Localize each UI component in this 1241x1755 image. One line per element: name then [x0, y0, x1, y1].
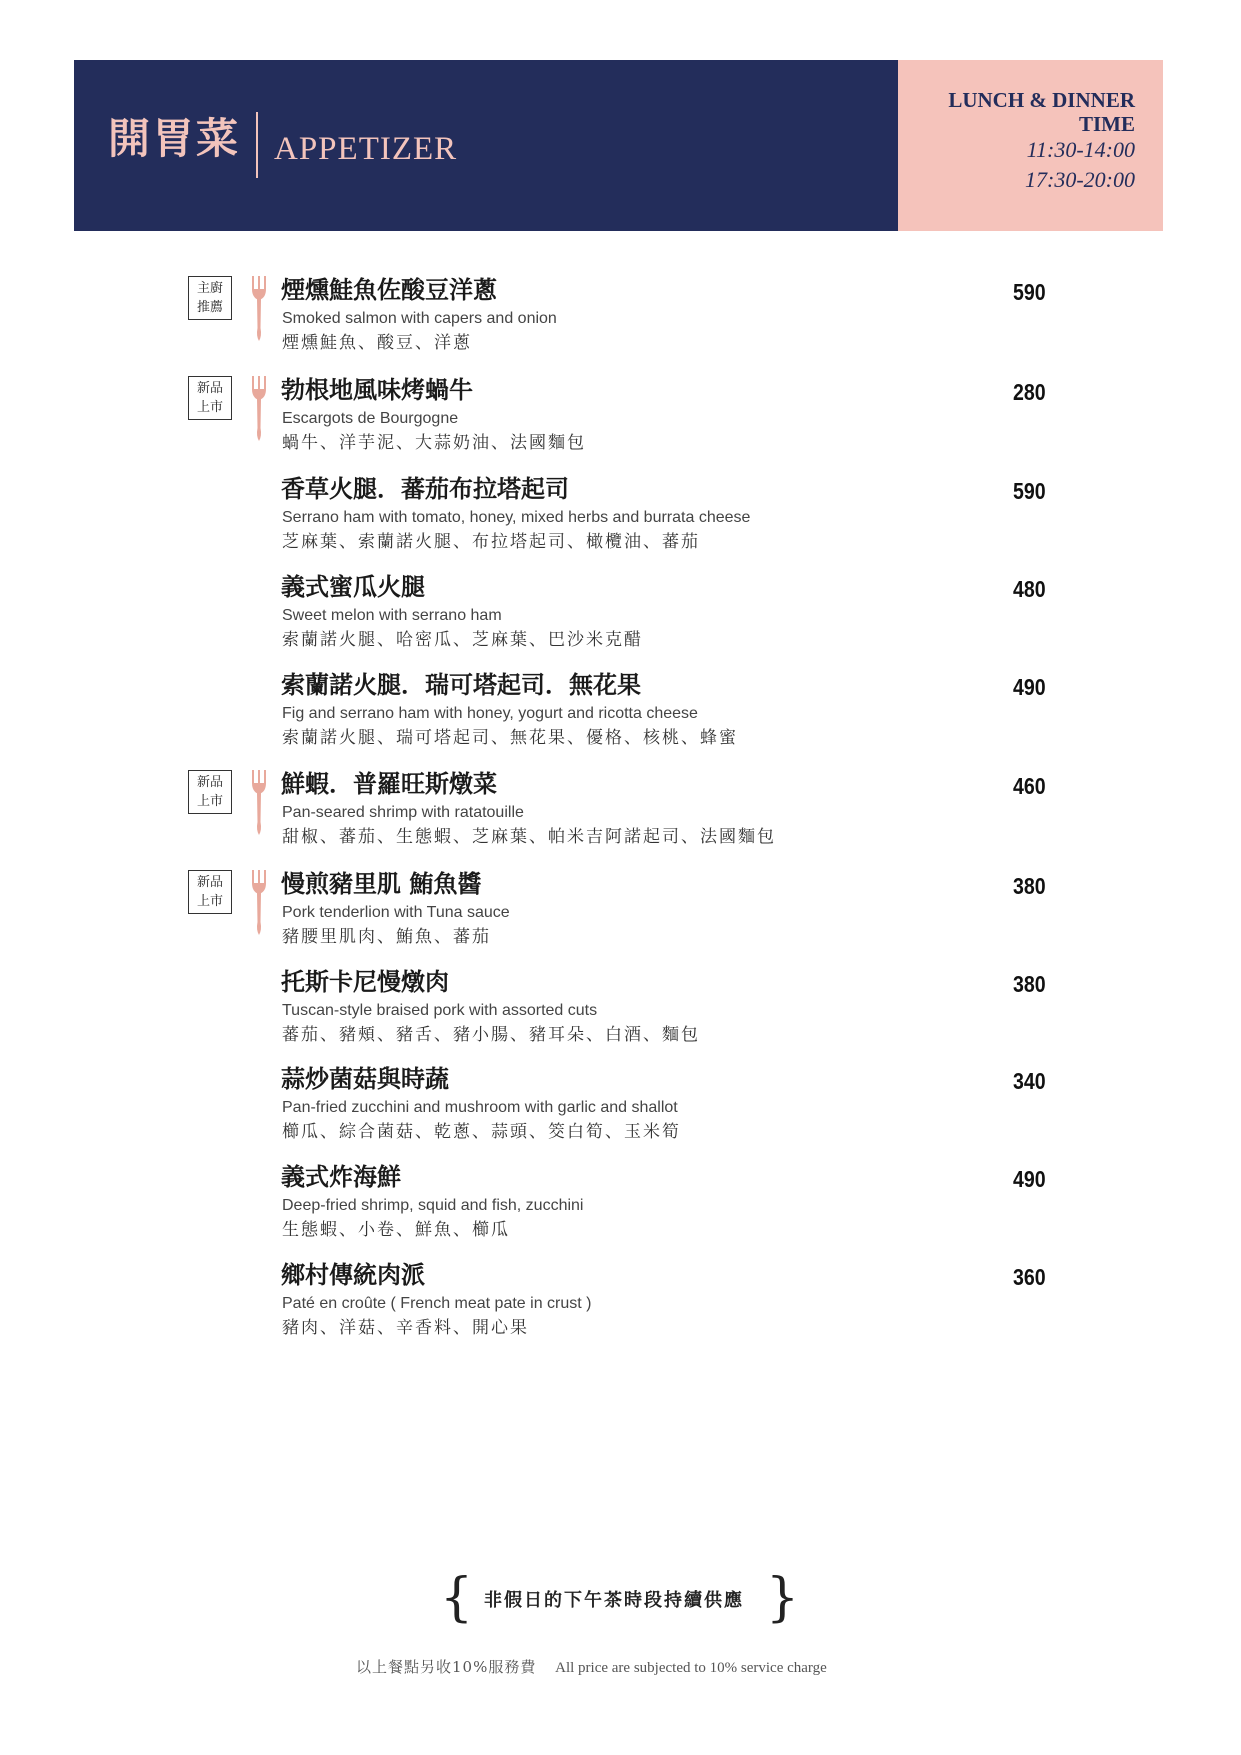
item-name: 鄉村傳統肉派	[281, 1260, 425, 1289]
item-price: 590	[1013, 478, 1046, 504]
fork-icon	[249, 870, 269, 936]
badge-line: 新品	[196, 381, 223, 396]
item-badge	[188, 770, 232, 814]
item-name: 勃根地風味烤蝸牛	[281, 375, 473, 404]
menu-item	[0, 870, 1241, 966]
section-title-zh: 開胃菜	[108, 114, 241, 163]
menu-item	[0, 376, 1241, 472]
item-ingredients: 芝麻葉、索蘭諾火腿、布拉塔起司、橄欖油、蕃茄	[282, 532, 700, 552]
item-ingredients: 蝸牛、洋芋泥、大蒜奶油、法國麵包	[282, 433, 586, 453]
menu-item	[0, 671, 1241, 767]
item-price: 490	[1013, 674, 1046, 700]
section-title-en: APPETIZER	[274, 131, 458, 167]
item-name: 義式炸海鮮	[281, 1162, 401, 1191]
item-ingredients: 蕃茄、豬頰、豬舌、豬小腸、豬耳朵、白酒、麵包	[282, 1025, 700, 1045]
menu-item	[0, 770, 1241, 866]
item-english-name: Serrano ham with tomato, honey, mixed herbs and burrata cheese	[282, 509, 751, 526]
afternoon-tea-note	[0, 1568, 1241, 1638]
item-english-name: Fig and serrano ham with honey, yogurt and ricotta cheese	[282, 705, 698, 722]
item-name: 慢煎豬里肌 鮪魚醬	[281, 869, 482, 898]
item-ingredients: 櫛瓜、綜合菌菇、乾蔥、蒜頭、筊白筍、玉米筍	[282, 1122, 681, 1142]
fork-icon	[249, 770, 269, 836]
item-english-name: Escargots de Bourgogne	[282, 410, 459, 427]
hours-title-line1: LUNCH & DINNER	[948, 88, 1135, 112]
badge-line: 主廚	[196, 281, 223, 296]
item-english-name: Deep-fried shrimp, squid and fish, zucchini	[282, 1197, 584, 1214]
title-divider	[256, 112, 258, 178]
item-ingredients: 豬肉、洋菇、辛香料、開心果	[282, 1318, 529, 1338]
item-english-name: Sweet melon with serrano ham	[282, 607, 502, 624]
item-ingredients: 索蘭諾火腿、瑞可塔起司、無花果、優格、核桃、蜂蜜	[282, 728, 738, 748]
item-ingredients: 煙燻鮭魚、酸豆、洋蔥	[282, 333, 472, 353]
menu-header	[74, 60, 1163, 231]
service-charge-footer	[356, 1656, 827, 1677]
section-title-panel	[74, 60, 898, 231]
hours-title-line2: TIME	[1078, 112, 1135, 136]
item-name: 香草火腿．蕃茄布拉塔起司	[281, 474, 569, 503]
item-name: 義式蜜瓜火腿	[281, 572, 425, 601]
badge-line: 上市	[196, 794, 223, 809]
item-price: 460	[1013, 773, 1046, 799]
hours-dinner: 17:30-20:00	[1025, 167, 1135, 192]
hours-lunch: 11:30-14:00	[1026, 137, 1135, 162]
item-english-name: Pan-fried zucchini and mushroom with garlic and shallot	[282, 1099, 678, 1116]
menu-item	[0, 475, 1241, 571]
item-price: 380	[1013, 971, 1046, 997]
item-price: 280	[1013, 379, 1046, 405]
note-text: 非假日的下午茶時段持續供應	[484, 1590, 744, 1611]
badge-line: 上市	[196, 894, 223, 909]
badge-line: 上市	[196, 400, 223, 415]
item-ingredients: 生態蝦、小卷、鮮魚、櫛瓜	[282, 1220, 510, 1240]
item-english-name: Tuscan-style braised pork with assorted cuts	[282, 1002, 598, 1019]
item-price: 380	[1013, 873, 1046, 899]
item-ingredients: 甜椒、蕃茄、生態蝦、芝麻葉、帕米吉阿諾起司、法國麵包	[282, 827, 776, 847]
item-name: 煙燻鮭魚佐酸豆洋蔥	[281, 275, 497, 304]
item-badge	[188, 276, 232, 320]
menu-item	[0, 1163, 1241, 1259]
item-name: 蒜炒菌菇與時蔬	[281, 1064, 449, 1093]
item-name: 索蘭諾火腿．瑞可塔起司．無花果	[281, 670, 641, 699]
item-price: 480	[1013, 576, 1046, 602]
item-price: 490	[1013, 1166, 1046, 1192]
menu-item	[0, 276, 1241, 372]
menu-item	[0, 968, 1241, 1064]
right-brace: }	[766, 1568, 800, 1628]
item-price: 590	[1013, 279, 1046, 305]
item-english-name: Pork tenderlion with Tuna sauce	[282, 904, 510, 921]
badge-line: 推薦	[196, 300, 223, 315]
item-ingredients: 索蘭諾火腿、哈密瓜、芝麻葉、巴沙米克醋	[282, 630, 643, 650]
badge-line: 新品	[196, 875, 223, 890]
badge-line: 新品	[196, 775, 223, 790]
item-badge	[188, 376, 232, 420]
left-brace: {	[440, 1568, 474, 1628]
item-price: 360	[1013, 1264, 1046, 1290]
menu-item	[0, 1065, 1241, 1161]
service-charge-en: All price are subjected to 10% service charge	[555, 1660, 827, 1676]
fork-icon	[249, 276, 269, 342]
menu-item	[0, 1261, 1241, 1357]
service-charge-zh: 以上餐點另收10%服務費	[356, 1658, 537, 1676]
menu-item	[0, 573, 1241, 669]
hours-panel	[898, 60, 1163, 231]
fork-icon	[249, 376, 269, 442]
item-ingredients: 豬腰里肌肉、鮪魚、蕃茄	[282, 927, 491, 947]
item-english-name: Paté en croûte ( French meat pate in crust )	[282, 1295, 592, 1312]
item-name: 托斯卡尼慢燉肉	[281, 967, 449, 996]
item-badge	[188, 870, 232, 914]
item-english-name: Smoked salmon with capers and onion	[282, 310, 557, 327]
item-price: 340	[1013, 1068, 1046, 1094]
hours-title	[915, 88, 1135, 136]
item-english-name: Pan-seared shrimp with ratatouille	[282, 804, 524, 821]
item-name: 鮮蝦．普羅旺斯燉菜	[281, 769, 497, 798]
